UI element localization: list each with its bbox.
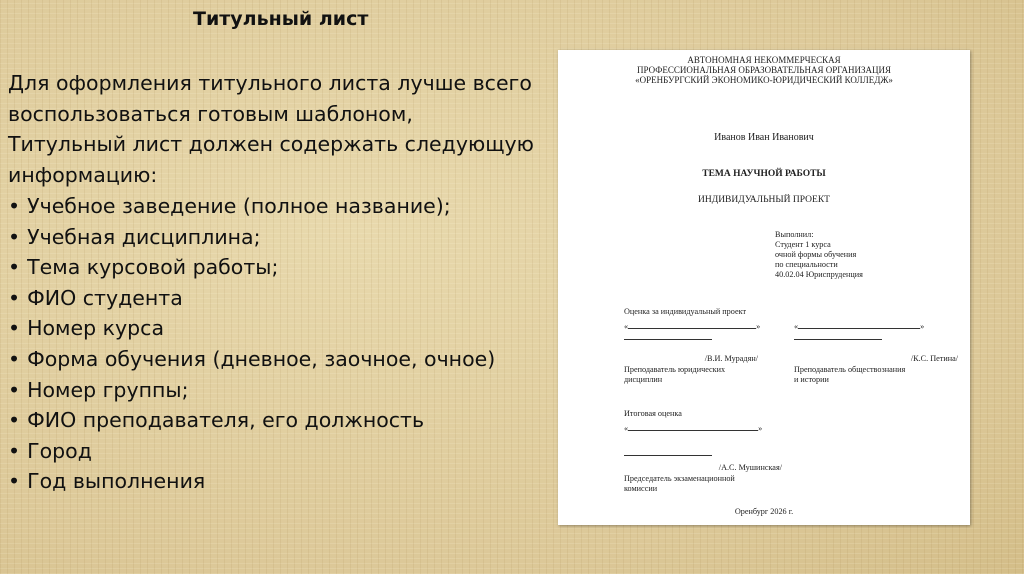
list-item-text: ФИО студента: [27, 285, 183, 310]
list-item-text: Форма обучения (дневное, заочное, очное): [27, 346, 496, 371]
list-item: [8, 283, 495, 314]
signature-line: [624, 339, 712, 340]
performed-by-line: Студент 1 курса: [775, 240, 831, 249]
performed-by-line: 40.02.04 Юриспруденция: [775, 270, 863, 279]
grade-field-2: « »: [794, 322, 925, 331]
teacher2-role: Преподаватель обществознания и истории: [794, 365, 906, 384]
list-item-text: Учебная дисциплина;: [27, 224, 261, 249]
list-item: [8, 405, 495, 436]
list-item-text: ФИО преподавателя, его должность: [27, 408, 425, 433]
signature-line: [624, 455, 712, 456]
bullet-icon: •: [8, 194, 21, 218]
organization-line: ПРОФЕССИОНАЛЬНАЯ ОБРАЗОВАТЕЛЬНАЯ ОРГАНИЗАЦИЯ: [637, 65, 891, 75]
list-item: [8, 252, 495, 283]
list-item-text: Город: [27, 438, 92, 463]
organization-line: «ОРЕНБУРГСКИЙ ЭКОНОМИКО-ЮРИДИЧЕСКИЙ КОЛЛЕДЖ»: [635, 75, 893, 85]
bullet-icon: •: [8, 255, 21, 280]
final-grade-label: Итоговая оценка: [624, 409, 682, 418]
list-item-text: Номер курса: [27, 316, 165, 341]
bullet-icon: •: [8, 224, 21, 249]
teacher1-role: Преподаватель юридических дисциплин: [624, 365, 726, 384]
city-year: Оренбург 2026 г.: [734, 507, 794, 516]
teacher2-signature: /К.С. Петина/: [910, 354, 958, 363]
chair-signature: /А.С. Мушинская/: [718, 463, 782, 472]
bullet-icon: •: [8, 377, 21, 402]
intro-text: [8, 68, 538, 190]
list-item-text: Номер группы;: [27, 377, 189, 402]
organization-line: АВТОНОМНАЯ НЕКОММЕРЧЕСКАЯ: [687, 55, 841, 65]
list-item-text: Учебное заведение (полное название);: [27, 194, 451, 218]
list-item-text: Год выполнения: [27, 469, 206, 494]
title-page-sample: [558, 50, 970, 525]
slide-title: Титульный лист: [193, 8, 369, 30]
list-item: [8, 375, 495, 406]
performed-by-line: очной формы обучения: [775, 250, 857, 259]
list-item: [8, 313, 495, 344]
bullet-icon: •: [8, 285, 21, 310]
performed-by-line: по специальности: [775, 260, 838, 269]
student-name: Иванов Иван Иванович: [714, 132, 814, 143]
list-item: [8, 191, 495, 222]
intro-line: Для оформления титульного листа лучше всего: [8, 71, 532, 95]
list-item: [8, 436, 495, 467]
signature-line: [794, 339, 882, 340]
final-grade-field: « »: [624, 424, 763, 433]
intro-line: Титульный лист должен содержать следующую: [8, 132, 534, 157]
bullet-icon: •: [8, 408, 21, 433]
bullet-icon: •: [8, 469, 21, 494]
chair-role: Председатель экзаменационной комиссии: [624, 474, 735, 493]
performed-by-line: Выполнил:: [775, 230, 814, 239]
project-type: ИНДИВИДУАЛЬНЫЙ ПРОЕКТ: [698, 195, 830, 205]
list-item: [8, 466, 495, 497]
intro-line: информацию:: [8, 162, 158, 187]
list-item-text: Тема курсовой работы;: [27, 255, 279, 280]
list-item: [8, 222, 495, 253]
performed-by-block: [775, 230, 863, 280]
intro-line: воспользоваться готовым шаблоном,: [8, 101, 413, 126]
work-topic: ТЕМА НАУЧНОЙ РАБОТЫ: [702, 169, 826, 179]
list-item: [8, 344, 495, 375]
teacher1-signature: /В.И. Мурадян/: [704, 354, 758, 363]
bullet-icon: •: [8, 346, 21, 371]
bullet-icon: •: [8, 316, 21, 341]
bullet-icon: •: [8, 438, 21, 463]
requirements-list: [8, 191, 495, 497]
grade-label: Оценка за индивидуальный проект: [624, 307, 747, 316]
grade-field: « »: [624, 322, 761, 331]
